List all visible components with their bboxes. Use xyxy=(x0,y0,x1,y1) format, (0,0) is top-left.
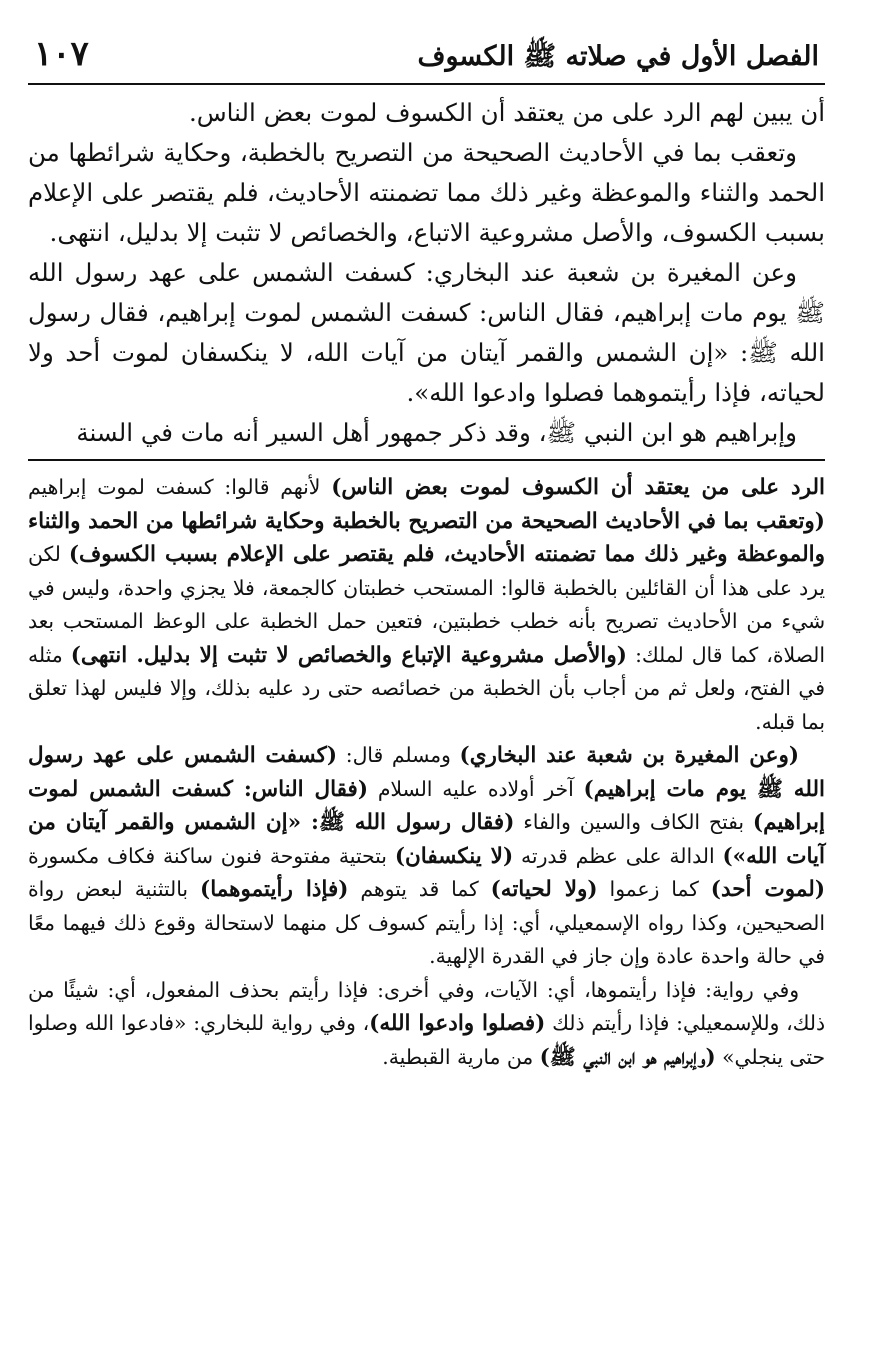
commentary-text: بالتثنية لبعض رواة الصحيحين، وكذا رواه الإسمعيلي، أي: إذا رأيتم كسوف كل منهما لاستحالة وقوع ذلك فيهما معًا في حالة واحدة عادة وإن جاز في القدرة الإلهية. xyxy=(28,877,825,968)
commentary-text: ، وفي رواية للبخاري: «فادعوا الله وصلوا حتى ينجلي» xyxy=(28,1011,825,1069)
quoted-text: (والأصل مشروعية الإتباع والخصائص لا تثبت إلا بدليل. انتهى) xyxy=(70,642,627,668)
quoted-text: (وعن المغيرة بن شعبة عند البخاري) xyxy=(459,743,800,768)
main-paragraph: وإبراهيم هو ابن النبي ﷺ، وقد ذكر جمهور أهل السير أنه مات في السنة xyxy=(76,418,797,447)
commentary-text: ومسلم قال: xyxy=(337,743,460,767)
page-header xyxy=(28,34,825,85)
commentary-text: مثله في الفتح، ولعل ثم من أجاب بأن الخطبة من خصائصه حتى رد عليه بذلك، وإلا فليس لهذا تعلق بما قبله. xyxy=(28,642,825,734)
commentary-text: آخر أولاده عليه السلام xyxy=(368,776,584,801)
main-paragraph: وعن المغيرة بن شعبة عند البخاري: كسفت الشمس على عهد رسول الله ﷺ يوم مات إبراهيم، فقال الناس: كسفت الشمس لموت إبراهيم، فقال رسول الله ﷺ: «إن الشمس والقمر آيتان من آيات الله، لا ينكسفان لموت أحد ولا لحياته، فإذا رأيتموهما فصلوا وادعوا الله». xyxy=(28,258,825,407)
main-text xyxy=(28,93,825,453)
commentary-text: بفتح الكاف والسين والفاء xyxy=(514,810,753,834)
quoted-text: (فإذا رأيتموهما) xyxy=(200,877,349,902)
quoted-text: (وتعقب بما في الأحاديث الصحيحة من التصريح بالخطبة وحكاية شرائطها من الحمد والثناء والموعظة وغير ذلك مما تضمنته الأحاديث، فلم يقتصر على الإعلام بسبب الكسوف) xyxy=(28,508,826,567)
commentary-paragraph xyxy=(28,974,825,1075)
commentary-paragraph xyxy=(28,739,825,974)
quoted-text: (فصلوا وادعوا الله) xyxy=(369,1011,546,1036)
running-title: الفصل الأول في صلاته ﷺ الكسوف xyxy=(417,41,819,72)
commentary-text: لكن يرد على هذا أن القائلين بالخطبة قالوا: المستحب خطبتان كالجمعة، فلا يجزي واحدة، وليس في شيء من الأحاديث تصريح بأنه خطب خطبتين، فتعين حمل الخطبة على الوعظ المستحب بعد الصلاة، كما قال لملك: xyxy=(28,542,825,667)
quoted-text: (وإبراهيم هو ابن النبي ﷺ) xyxy=(539,1044,716,1070)
page-number: ١٠٧ xyxy=(34,34,89,74)
commentary-text: كما قد يتوهم xyxy=(348,877,491,901)
text-divider xyxy=(28,459,825,461)
quoted-text: (لموت أحد) xyxy=(710,877,826,902)
quoted-text: (كسفت الشمس على عهد رسول الله ﷺ يوم مات إبراهيم) xyxy=(28,743,825,802)
commentary-text: وفي رواية: فإذا رأيتموها، أي: الآيات، وفي أخرى: فإذا رأيتم بحذف المفعول، أي: شيئًا من ذلك، وللإسمعيلي: فإذا رأيتم ذلك xyxy=(28,977,825,1035)
main-paragraph: أن يبين لهم الرد على من يعتقد أن الكسوف لموت بعض الناس. xyxy=(188,98,825,127)
quoted-text: (فقال الناس: كسفت الشمس لموت إبراهيم) xyxy=(28,776,825,835)
commentary-text: من مارية القبطية. xyxy=(382,1044,540,1069)
quoted-text: (فقال رسول الله ﷺ: «إن الشمس والقمر آيتان من آيات الله») xyxy=(28,810,825,869)
commentary-text: كما زعموا xyxy=(597,877,711,901)
commentary-text: الدالة على عظم قدرته xyxy=(513,843,723,868)
commentary xyxy=(28,471,825,1074)
commentary-text: لأنهم قالوا: كسفت لموت إبراهيم xyxy=(28,475,332,499)
commentary-text: بتحتية مفتوحة فنون ساكنة فكاف مكسورة xyxy=(28,843,395,868)
commentary-paragraph xyxy=(28,471,825,739)
quoted-text: (لا ينكسفان) xyxy=(394,843,514,869)
quoted-text: (ولا لحياته) xyxy=(490,877,598,902)
quoted-text: الرد على من يعتقد أن الكسوف لموت بعض الناس) xyxy=(331,475,825,500)
main-paragraph: وتعقب بما في الأحاديث الصحيحة من التصريح بالخطبة، وحكاية شرائطها من الحمد والثناء والموعظة وغير ذلك مما تضمنته الأحاديث، فلم يقتصر على الإعلام بسبب الكسوف، والأصل مشروعية الاتباع، والخصائص لا تثبت إلا بدليل، انتهى. xyxy=(28,138,825,247)
